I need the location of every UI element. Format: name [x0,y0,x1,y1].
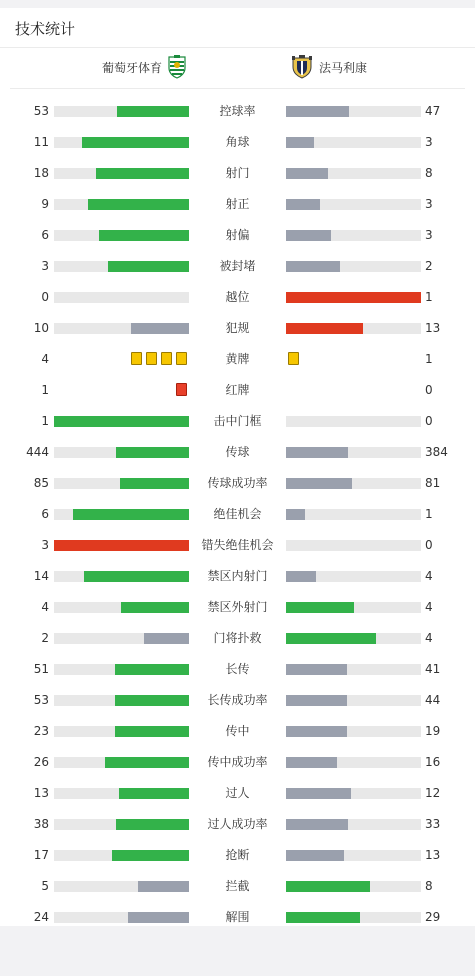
home-stat-value: 53 [33,104,49,118]
stat-row [0,623,475,654]
home-bar-fill [115,664,189,675]
away-bar-track [286,168,421,179]
home-stat-value: 11 [33,135,49,149]
home-stat-value: 4 [41,352,49,366]
home-stat-value: 14 [33,569,49,583]
away-stat-value: 3 [425,135,433,149]
stat-row [0,251,475,282]
stat-label: 传中 [225,724,250,738]
away-stat-value: 8 [425,166,433,180]
stat-row [0,499,475,530]
stat-row [0,313,475,344]
away-stat-value: 4 [425,600,433,614]
stat-label: 过人成功率 [207,817,268,831]
home-bar-fill [96,168,189,179]
home-bar-track [54,664,189,675]
stat-label: 传中成功率 [207,755,268,769]
home-bar-track [54,757,189,768]
away-bar-track [286,478,421,489]
home-stat-value: 444 [26,445,49,459]
yellow-card-icon [288,352,299,365]
away-stat-value: 1 [425,507,433,521]
away-stat-value: 44 [425,693,441,707]
home-bar-fill [73,509,189,520]
stat-row [0,406,475,437]
home-bar-fill [54,540,189,551]
stat-row [0,685,475,716]
away-bar-track [286,881,421,892]
home-bar-track [54,850,189,861]
stat-row [0,96,475,127]
home-bar-track [54,261,189,272]
divider [10,88,465,89]
away-bar-fill [286,881,370,892]
away-bar-track [286,757,421,768]
away-bar-track [286,571,421,582]
stat-label: 禁区外射门 [207,600,268,614]
home-bar-fill [116,447,189,458]
stat-label: 越位 [225,290,250,304]
home-bar-fill [116,819,189,830]
away-bar-track [286,633,421,644]
away-bar-fill [286,757,337,768]
away-bar-track [286,850,421,861]
home-bar-fill [128,912,189,923]
away-stat-value: 384 [425,445,448,459]
away-bar-track [286,199,421,210]
stat-row [0,809,475,840]
home-team-name[interactable]: 葡萄牙体育 [101,61,162,75]
home-stat-value: 3 [41,259,49,273]
yellow-card-icon [131,352,142,365]
home-stat-value: 38 [33,817,49,831]
away-stat-value: 2 [425,259,433,273]
stat-row [0,468,475,499]
yellow-card-icon [146,352,157,365]
home-bar-fill [115,726,189,737]
home-bar-track [54,633,189,644]
home-bar-track [54,137,189,148]
away-bar-track [286,695,421,706]
home-bar-fill [119,788,189,799]
yellow-card-icon [176,352,187,365]
away-stat-value: 3 [425,197,433,211]
away-stat-value: 19 [425,724,441,738]
home-bar-fill [105,757,189,768]
home-bar-fill [99,230,189,241]
home-stat-value: 6 [41,228,49,242]
home-stat-value: 6 [41,507,49,521]
home-stat-value: 2 [41,631,49,645]
away-bar-fill [286,912,360,923]
away-bar-fill [286,447,348,458]
stat-row [0,716,475,747]
away-bar-track [286,912,421,923]
stat-label: 过人 [225,786,250,800]
home-bar-track [54,540,189,551]
away-team-name[interactable]: 法马利康 [319,61,368,75]
home-stat-value: 85 [33,476,49,490]
home-bar-track [54,447,189,458]
away-bar-fill [286,168,328,179]
home-stat-value: 3 [41,538,49,552]
away-bar-fill [286,509,305,520]
away-stat-value: 1 [425,352,433,366]
home-bar-fill [112,850,189,861]
home-stat-value: 23 [33,724,49,738]
home-stat-value: 51 [33,662,49,676]
stat-row [0,592,475,623]
away-stat-value: 16 [425,755,441,769]
stat-row [0,158,475,189]
away-stat-value: 13 [425,321,441,335]
home-bar-track [54,230,189,241]
stat-row [0,282,475,313]
away-stat-value: 3 [425,228,433,242]
away-bar-fill [286,819,348,830]
home-bar-track [54,695,189,706]
away-bar-track [286,540,421,551]
home-stat-value: 53 [33,693,49,707]
home-bar-track [54,726,189,737]
away-bar-fill [286,695,347,706]
home-stat-value: 18 [33,166,49,180]
home-cards [129,352,189,365]
stat-row [0,127,475,158]
home-bar-track [54,602,189,613]
stat-label: 射偏 [225,228,250,242]
stat-label: 绝佳机会 [213,507,262,521]
home-bar-fill [138,881,189,892]
stat-label: 拦截 [225,879,250,893]
away-stat-value: 4 [425,569,433,583]
teams-header [0,48,475,88]
away-stat-value: 29 [425,910,441,924]
famalicao-crest-icon[interactable] [291,55,313,79]
stat-label: 错失绝佳机会 [201,538,274,552]
away-bar-track [286,788,421,799]
stat-label: 抢断 [225,848,250,862]
home-stat-value: 1 [41,414,49,428]
home-bar-track [54,788,189,799]
stat-label: 控球率 [219,104,256,118]
red-card-icon [176,383,187,396]
home-cards [174,383,189,396]
away-bar-fill [286,230,331,241]
stat-row [0,747,475,778]
away-bar-track [286,726,421,737]
home-stat-value: 9 [41,197,49,211]
home-stat-value: 1 [41,383,49,397]
away-bar-fill [286,199,320,210]
away-bar-fill [286,323,363,334]
stat-label: 射门 [225,166,250,180]
away-stat-value: 47 [425,104,441,118]
away-stat-value: 13 [425,848,441,862]
away-stat-value: 33 [425,817,441,831]
stat-label: 门将扑救 [213,631,262,645]
home-bar-track [54,292,189,303]
stat-label: 角球 [225,135,250,149]
stat-row [0,778,475,809]
home-bar-track [54,509,189,520]
home-bar-track [54,912,189,923]
home-bar-fill [115,695,189,706]
home-bar-track [54,416,189,427]
away-bar-track [286,447,421,458]
section-title: 技术统计 [15,20,76,38]
away-bar-track [286,292,421,303]
away-bar-track [286,819,421,830]
home-bar-fill [120,478,189,489]
yellow-card-icon [161,352,172,365]
stat-row [0,437,475,468]
away-stat-value: 41 [425,662,441,676]
away-bar-fill [286,106,349,117]
away-stat-value: 0 [425,414,433,428]
home-bar-fill [108,261,189,272]
away-stat-value: 81 [425,476,441,490]
home-stat-value: 5 [41,879,49,893]
stat-row [0,189,475,220]
stat-label: 长传成功率 [207,693,268,707]
stat-label: 红牌 [225,383,250,397]
stat-label: 犯规 [225,321,250,335]
away-cards [286,352,301,365]
home-bar-fill [117,106,189,117]
away-bar-fill [286,478,352,489]
home-stat-value: 13 [33,786,49,800]
stat-label: 传球 [225,445,250,459]
stat-label: 射正 [225,197,250,211]
home-bar-fill [144,633,189,644]
away-bar-track [286,416,421,427]
stat-label: 传球成功率 [207,476,268,490]
away-bar-fill [286,726,347,737]
away-bar-fill [286,261,340,272]
away-bar-fill [286,602,354,613]
away-stat-value: 1 [425,290,433,304]
away-bar-fill [286,137,314,148]
away-bar-fill [286,850,344,861]
stat-label: 黄牌 [225,352,250,366]
away-bar-fill [286,788,351,799]
home-stat-value: 17 [33,848,49,862]
home-bar-track [54,478,189,489]
home-stat-value: 24 [33,910,49,924]
stat-label: 解围 [225,910,250,924]
home-bar-fill [84,571,189,582]
away-bar-fill [286,633,376,644]
stat-label: 禁区内射门 [207,569,268,583]
away-bar-fill [286,571,316,582]
away-stat-value: 0 [425,538,433,552]
home-bar-fill [54,416,189,427]
stat-row [0,902,475,933]
away-bar-track [286,509,421,520]
stat-label: 被封堵 [219,259,256,273]
stat-row [0,840,475,871]
home-bar-track [54,168,189,179]
stat-label: 击中门框 [213,414,262,428]
away-bar-track [286,323,421,334]
home-bar-track [54,106,189,117]
away-stat-value: 0 [425,383,433,397]
home-bar-fill [88,199,189,210]
away-bar-track [286,261,421,272]
home-bar-track [54,323,189,334]
away-stat-value: 4 [425,631,433,645]
away-bar-track [286,230,421,241]
home-bar-track [54,819,189,830]
away-bar-track [286,106,421,117]
stat-row [0,344,475,375]
away-stat-value: 8 [425,879,433,893]
stat-row [0,561,475,592]
home-bar-fill [131,323,189,334]
home-stat-value: 10 [33,321,49,335]
away-bar-fill [286,664,347,675]
sporting-crest-icon[interactable] [166,55,188,79]
home-stat-value: 0 [41,290,49,304]
away-stat-value: 12 [425,786,441,800]
stat-row [0,530,475,561]
home-stat-value: 26 [33,755,49,769]
home-bar-track [54,571,189,582]
stat-label: 长传 [225,662,250,676]
stat-row [0,220,475,251]
home-bar-fill [82,137,189,148]
away-bar-fill [286,292,421,303]
stat-row [0,871,475,902]
away-bar-track [286,602,421,613]
home-bar-track [54,881,189,892]
home-stat-value: 4 [41,600,49,614]
home-bar-track [54,199,189,210]
stat-row [0,375,475,406]
home-bar-fill [121,602,189,613]
away-bar-track [286,137,421,148]
stat-row [0,654,475,685]
away-bar-track [286,664,421,675]
match-stats-card [0,8,475,926]
